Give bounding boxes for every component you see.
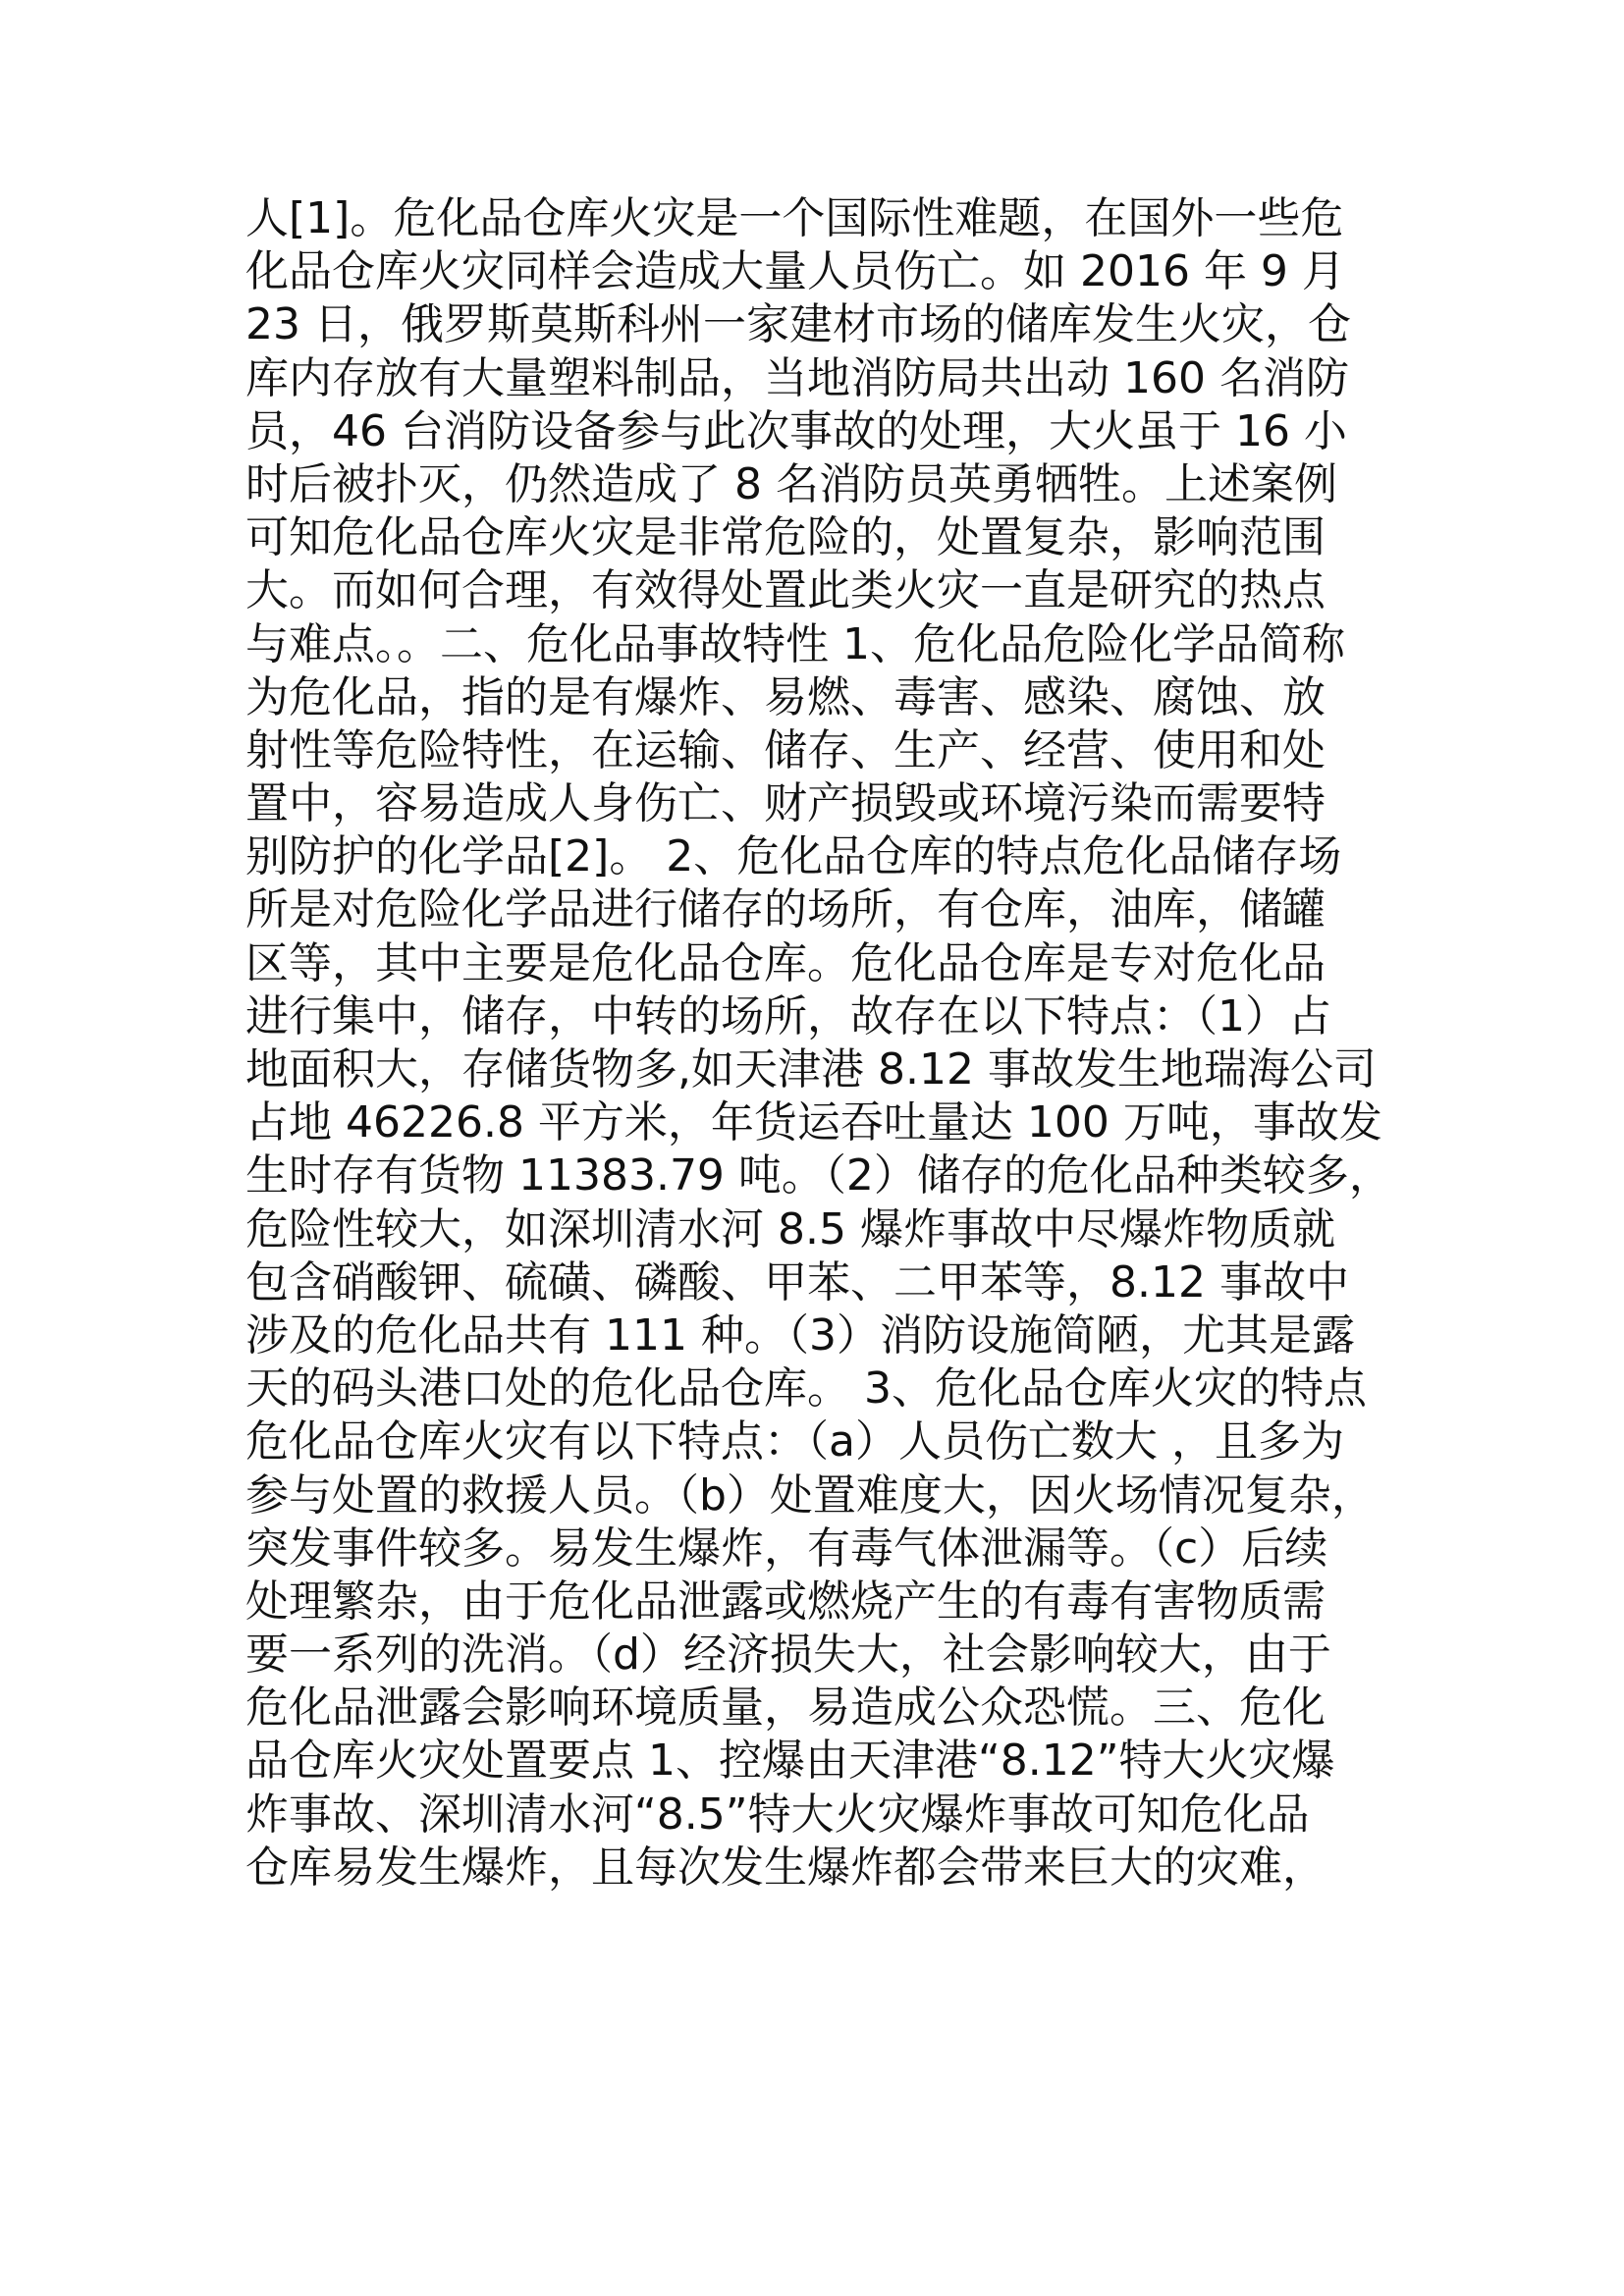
text-line: 所是对危险化学品进行储存的场所，有仓库，油库，储罐 xyxy=(245,884,1326,935)
text-line: 时后被扑灭，仍然造成了 8 名消防员英勇牺牲。上述案例 xyxy=(245,458,1337,509)
text-line: 人[1]。危化品仓库火灾是一个国际性难题，在国外一些危 xyxy=(245,193,1344,243)
text-line: 危化品泄露会影响环境质量，易造成公众恐慌。三、危化 xyxy=(245,1682,1326,1734)
text-line: 参与处置的救援人员。（b）处置难度大，因火场情况复杂， xyxy=(245,1469,1375,1521)
text-line: 别防护的化学品[2]。 2、危化品仓库的特点危化品储存场 xyxy=(245,831,1342,882)
text-line: 地面积大，存储货物多,如天津港 8.12 事故发生地瑞海公司 xyxy=(245,1044,1377,1095)
text-line: 生时存有货物 11383.79 吨。（2）储存的危化品种类较多， xyxy=(245,1150,1392,1201)
text-line: 可知危化品仓库火灾是非常危险的，处置复杂，影响范围 xyxy=(245,512,1326,563)
text-line: 库内存放有大量塑料制品，当地消防局共出动 160 名消防 xyxy=(245,352,1349,403)
text-line: 天的码头港口处的危化品仓库。 3、危化品仓库火灾的特点 xyxy=(245,1363,1367,1415)
text-line: 与难点。。二、危化品事故特性 1、危化品危险化学品简称 xyxy=(245,618,1345,669)
text-line: 炸事故、深圳清水河“8.5”特大火灾爆炸事故可知危化品 xyxy=(245,1789,1310,1840)
text-line: 包含硝酸钾、硫磺、磷酸、甲苯、二甲苯等，8.12 事故中 xyxy=(245,1256,1349,1308)
text-line: 处理繁杂，由于危化品泄露或燃烧产生的有毒有害物质需 xyxy=(245,1575,1326,1627)
text-line: 要一系列的洗消。（d）经济损失大，社会影响较大，由于 xyxy=(245,1629,1331,1681)
text-line: 大。而如何合理，有效得处置此类火灾一直是研究的热点 xyxy=(245,565,1326,616)
text-line: 仓库易发生爆炸，且每次发生爆炸都会带来巨大的灾难， xyxy=(245,1842,1326,1893)
body-text xyxy=(245,192,1404,1895)
text-line: 化品仓库火灾同样会造成大量人员伤亡。如 2016 年 9 月 xyxy=(245,246,1345,297)
text-line: 为危化品，指的是有爆炸、易燃、毒害、感染、腐蚀、放 xyxy=(245,671,1326,722)
text-line: 射性等危险特性，在运输、储存、生产、经营、使用和处 xyxy=(245,724,1326,775)
text-line: 区等，其中主要是危化品仓库。危化品仓库是专对危化品 xyxy=(245,937,1326,988)
text-line: 员，46 台消防设备参与此次事故的处理，大火虽于 16 小 xyxy=(245,405,1347,456)
text-line: 进行集中，储存，中转的场所，故存在以下特点：（1）占 xyxy=(245,990,1331,1041)
text-line: 23 日，俄罗斯莫斯科州一家建材市场的储库发生火灾，仓 xyxy=(245,299,1351,350)
text-line: 占地 46226.8 平方米，年货运吞吐量达 100 万吨，事故发 xyxy=(245,1097,1382,1148)
text-line: 危化品仓库火灾有以下特点：（a）人员伤亡数大 ，且多为 xyxy=(245,1416,1344,1468)
text-line: 置中，容易造成人身伤亡、财产损毁或环境污染而需要特 xyxy=(245,778,1326,829)
text-line: 危险性较大，如深圳清水河 8.5 爆炸事故中尽爆炸物质就 xyxy=(245,1203,1335,1255)
text-line: 涉及的危化品共有 111 种。（3）消防设施简陋，尤其是露 xyxy=(245,1309,1355,1361)
text-line: 品仓库火灾处置要点 1、控爆由天津港“8.12”特大火灾爆 xyxy=(245,1735,1335,1787)
text-line: 突发事件较多。易发生爆炸，有毒气体泄漏等。（c）后续 xyxy=(245,1522,1328,1574)
